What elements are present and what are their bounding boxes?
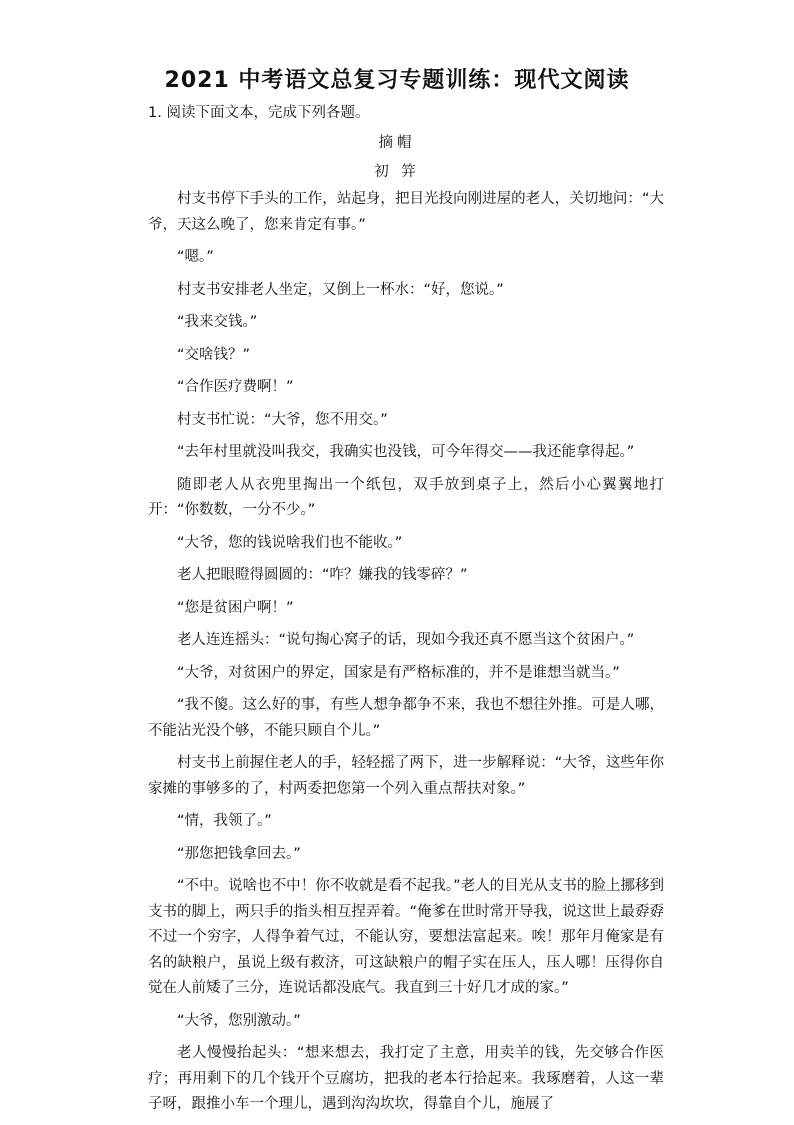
- paragraph: “您是贫困户啊！”: [177, 599, 294, 616]
- question-prompt: 1. 阅读下面文本，完成下列各题。: [148, 105, 370, 121]
- paragraph: 村支书忙说：“大爷，您不用交。”: [177, 411, 388, 428]
- paragraph: “去年村里就没叫我交，我确实也没钱，可今年得交——我还能拿得起。”: [177, 444, 635, 460]
- paragraph: “我来交钱。”: [177, 314, 258, 330]
- paragraph: “大爷，您别激动。”: [177, 1012, 301, 1029]
- paragraph: “那您把钱拿回去。”: [177, 845, 301, 862]
- paragraph: 村支书停下手头的工作，站起身，把目光投向刚进屋的老人，关切地问：“大爷，天这么晚了，您来肯定有事。”: [148, 191, 664, 233]
- paragraph: 村支书安排老人坐定，又倒上一杯水：“好，您说。”: [177, 281, 504, 298]
- article-title: 摘帽: [378, 135, 416, 151]
- document-title: 2021 中考语文总复习专题训练：现代文阅读: [164, 68, 630, 93]
- paragraph: “大爷，您的钱说啥我们也不能收。”: [177, 534, 403, 551]
- paragraph: 老人把眼瞪得圆圆的：“咋？嫌我的钱零碎？”: [177, 567, 468, 583]
- article-body: [148, 187, 664, 1125]
- paragraph: “不中。说啥也不中！你不收就是看不起我。”老人的目光从支书的脸上挪移到支书的脚上，两只手的指头相互捏弄着。“俺爹在世时常开导我，说这世上最孬孬不过一个穷字，人得争着气过，不能认穷，要想法富起来。唉！那年月俺家是有名的缺粮户，虽说上级有救济，可这缺粮户的帽子实在压人，压人哪！压得你自觉在人前矮了三分，连说话都没底气。我直到三十好几才成的家。”: [148, 878, 664, 996]
- paragraph: 老人连连摇头：“说句掏心窝子的话，现如今我还真不愿当这个贫困户。”: [177, 632, 635, 648]
- paragraph: “我不傻。这么好的事，有些人想争都争不来，我也不想往外推。可是人哪，不能沾光没个够，不能只顾自个儿。”: [148, 697, 664, 739]
- paragraph: 随即老人从衣兜里掏出一个纸包，双手放到桌子上，然后小心翼翼地打开：“你数数，一分不少。”: [148, 476, 664, 518]
- paragraph: 老人慢慢抬起头：“想来想去，我打定了主意，用卖羊的钱，先交够合作医疗；再用剩下的几个钱开个豆腐坊，把我的老本行拾起来。我琢磨着，人这一辈子呀，跟推小车一个理儿，遇到沟沟坎坎，得靠自个儿，施展了: [148, 1045, 664, 1112]
- paragraph: “情，我领了。”: [177, 813, 272, 829]
- article-author: 初 笄: [374, 164, 420, 180]
- paragraph: “大爷，对贫困户的界定，国家是有严格标准的，并不是谁想当就当。”: [177, 664, 620, 681]
- paragraph: 村支书上前握住老人的手，轻轻摇了两下，进一步解释说：“大爷，这些年你家摊的事够多的了，村两委把您第一个列入重点帮扶对象。”: [148, 755, 664, 797]
- paragraph: “嗯。”: [177, 249, 214, 265]
- paragraph: “合作医疗费啊！”: [177, 379, 294, 395]
- paragraph: “交啥钱？”: [177, 346, 251, 363]
